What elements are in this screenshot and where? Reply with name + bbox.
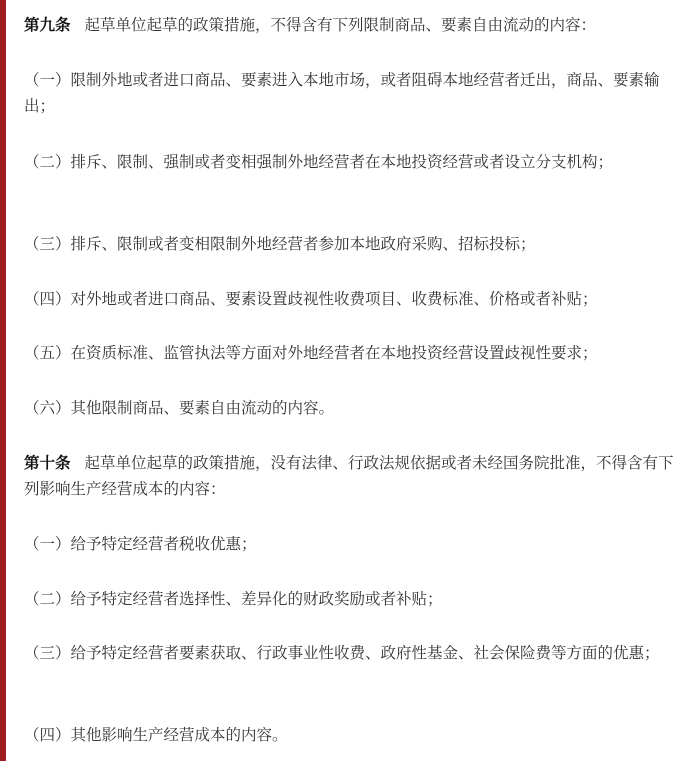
- article-9-item-5: （五）在资质标准、监管执法等方面对外地经营者在本地投资经营设置歧视性要求；: [24, 344, 598, 362]
- article-10-item-2: （二）给予特定经营者选择性、差异化的财政奖励或者补贴；: [24, 590, 443, 608]
- article-9-item-4: （四）对外地或者进口商品、要素设置歧视性收费项目、收费标准、价格或者补贴；: [24, 290, 598, 308]
- article-9-intro-text: 起草单位起草的政策措施，不得含有下列限制商品、要素自由流动的内容：: [84, 16, 597, 34]
- article-10-intro-text: 起草单位起草的政策措施，没有法律、行政法规依据或者未经国务院批准，不得含有下列影响生产经营成本的内容：: [24, 454, 674, 498]
- article-10-item-1: （一）给予特定经营者税收优惠；: [24, 535, 257, 553]
- article-9-item-2: （二）排斥、限制、强制或者变相强制外地经营者在本地投资经营或者设立分支机构；: [24, 153, 614, 171]
- article-10-title: 第十条: [24, 454, 71, 472]
- article-9-title: 第九条: [24, 16, 71, 34]
- article-9-item-3: （三）排斥、限制或者变相限制外地经营者参加本地政府采购、招标投标；: [24, 235, 536, 253]
- article-9-item-6: （六）其他限制商品、要素自由流动的内容。: [24, 399, 335, 417]
- article-10-intro: [24, 450, 674, 502]
- article-9-item-1: （一）限制外地或者进口商品、要素进入本地市场，或者阻碍本地经营者迁出，商品、要素输出；: [24, 71, 660, 115]
- left-accent-bar: [0, 0, 6, 761]
- article-9-intro: [24, 12, 674, 38]
- article-10-item-4: （四）其他影响生产经营成本的内容。: [24, 726, 288, 744]
- article-10-item-3: （三）给予特定经营者要素获取、行政事业性收费、政府性基金、社会保险费等方面的优惠；: [24, 644, 660, 662]
